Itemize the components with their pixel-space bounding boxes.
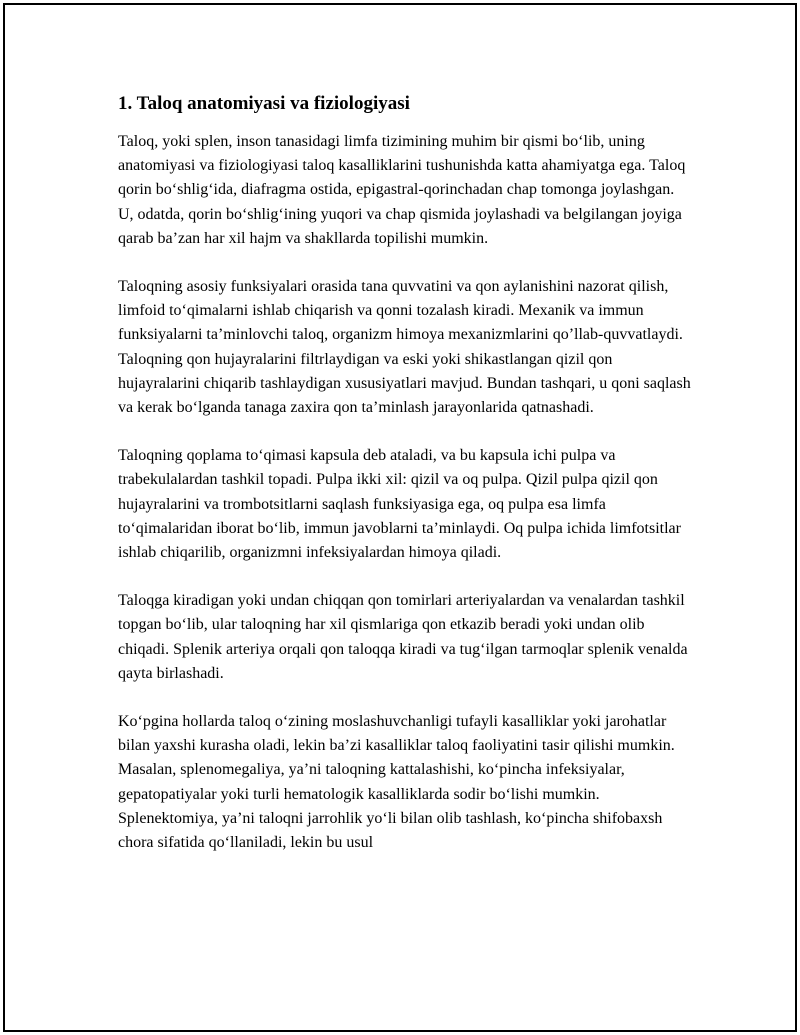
section-heading: 1. Taloq anatomiyasi va fiziologiyasi xyxy=(118,93,410,114)
paragraph-3: Taloqning qoplama to‘qimasi kapsula deb ataladi, va bu kapsula ichi pulpa va trabekulalardan tashkil topadi. Pulpa ikki xil: qizil va oq pulpa. Qizil pulpa qizil qon hujayralarini va trombotsitlarni saqlash funksiyasiga ega, oq pulpa esa limfa to‘qimalaridan iborat bo‘lib, immun javoblarni ta’minlaydi. Oq pulpa ichida limfotsitlar ishlab chiqarilib, organizmni infeksiyalardan himoya qiladi. xyxy=(118,447,681,562)
paragraph-5: Ko‘pgina hollarda taloq o‘zining moslashuvchanligi tufayli kasalliklar yoki jarohatlar bilan yaxshi kurasha oladi, lekin ba’zi kasalliklar taloq faoliyatini tasir qilishi mumkin. Masalan, splenomegaliya, ya’ni taloqning kattalashishi, ko‘pincha infeksiyalar, gepatopatiyalar yoki turli hematologik kasalliklarda sodir bo‘lishi mumkin. Splenektomiya, ya’ni taloqni jarrohlik yo‘li bilan olib tashlash, ko‘pincha shifobaxsh chora sifatida qo‘llaniladi, lekin bu usul xyxy=(118,713,675,852)
paragraph-1: Taloq, yoki splen, inson tanasidagi limfa tizimining muhim bir qismi bo‘lib, uning anatomiyasi va fiziologiyasi taloq kasalliklarini tushunishda katta ahamiyatga ega. Taloq qorin bo‘shlig‘ida, diafragma ostida, epigastral-qorinchadan chap tomonga joylashgan. U, odatda, qorin bo‘shlig‘ining yuqori va chap qismida joylashadi va belgilangan joyiga qarab ba’zan har xil hajm va shakllarda topilishi mumkin. xyxy=(118,133,686,247)
document-body xyxy=(118,92,693,879)
paragraph-2: Taloqning asosiy funksiyalari orasida tana quvvatini va qon aylanishini nazorat qilish, limfoid to‘qimalarni ishlab chiqarish va qonni tozalash kiradi. Mexanik va immun funksiyalarni ta’minlovchi taloq, organizm himoya mexanizmlarini qo’llab-quvvatlaydi. Taloqning qon hujayralarini filtrlaydigan va eski yoki shikastlangan qizil qon hujayralarini chiqarib tashlaydigan xususiyatlari mavjud. Bundan tashqari, u qoni saqlash va kerak bo‘lganda tanaga zaxira qon ta’minlash jarayonlarida qatnashadi. xyxy=(118,278,691,417)
paragraph-4: Taloqga kiradigan yoki undan chiqqan qon tomirlari arteriyalardan va venalardan tashkil topgan bo‘lib, ular taloqning har xil qismlariga qon etkazib beradi yoki undan olib chiqadi. Splenik arteriya orqali qon taloqqa kiradi va tug‘ilgan tarmoqlar splenik venalda qayta birlashadi. xyxy=(118,592,688,682)
